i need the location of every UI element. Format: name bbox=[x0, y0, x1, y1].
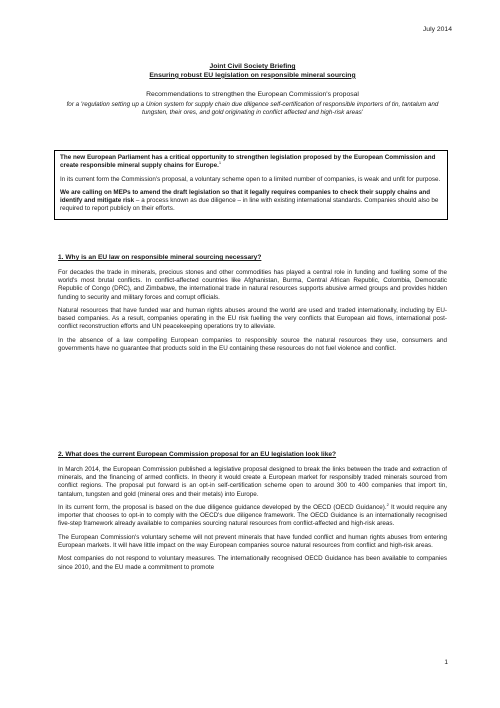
section-2 bbox=[58, 451, 447, 577]
section-2-heading: 2. What does the current European Commission proposal for an EU legislation look like? bbox=[58, 451, 337, 458]
call-to-action-text: We are calling on MEPs to amend the draft legislation so that it legally requires companies to check their supply chains and identify and mitigate risk bbox=[60, 188, 431, 205]
summary-paragraph-3 bbox=[60, 189, 442, 214]
section-1-paragraph: For decades the trade in minerals, precious stones and other commodities has played a central role in funding and fuelling some of the world's most brutal conflicts. In conflict-affected countries like Afghanistan, Burma, Central African Republic, Colombia, Democratic Republic of Congo (DRC), and Zimbabwe, the international trade in natural resources supports abusive armed groups and provides hidden funding to security and military forces and corrupt officials. bbox=[58, 268, 447, 301]
section-2-paragraph: The European Commission's voluntary scheme will not prevent minerals that have funded conflict and human rights abuses from entering European markets. It will have little impact on the way European companies source natural resources from conflict and high-risk areas. bbox=[58, 533, 447, 550]
recommendations-line: Recommendations to strengthen the European Commission's proposal bbox=[146, 90, 359, 98]
section-2-text: In its current form, the proposal is based on the due diligence guidance developed by the OECD (OECD Guidance). bbox=[58, 503, 387, 511]
briefing-subject: Ensuring robust EU legislation on responsible mineral sourcing bbox=[149, 71, 356, 79]
document-date: July 2014 bbox=[422, 26, 452, 33]
section-2-paragraph bbox=[58, 501, 447, 529]
footnote-ref-1: 1 bbox=[218, 160, 222, 166]
title-block bbox=[58, 63, 447, 117]
section-1-paragraph: Natural resources that have funded war and human rights abuses around the world are used and traded internationally, including by EU-based companies. As a result, companies operating in the EU risk fuelling the very conflicts that European aid flows, international post-conflict reconstruction efforts and UN peacekeeping operations try to alleviate. bbox=[58, 306, 447, 331]
summary-paragraph-1 bbox=[60, 154, 442, 171]
summary-paragraph-2: In its current form the Commission's proposal, a voluntary scheme open to a limited number of companies, is weak and unfit for purpose. bbox=[60, 175, 441, 183]
section-2-paragraph: In March 2014, the European Commission published a legislative proposal designed to break the links between the trade and extraction of minerals, and the financing of armed conflicts. In theory it would create a European market for responsibly traded minerals sourced from conflict regions. The proposal put forward is an opt-in self-certification scheme open to around 300 to 400 companies that import tin, tantalum, tungsten and gold (mineral ores and their metals) into Europe. bbox=[58, 465, 447, 498]
section-2-text: It would require any importer that chooses to opt-in to comply with the OECD's due diligence framework. The OECD Guidance is an internationally recognised five-step framework already available to companies sourcing natural resources from conflict-affected and high-risk areas. bbox=[58, 503, 447, 528]
call-to-action-rest: – a process known as due diligence – in line with existing international standards. Companies should also be required to report publicly on their efforts. bbox=[60, 197, 439, 213]
summary-box bbox=[54, 150, 448, 220]
section-1-heading: 1. Why is an EU law on responsible mineral sourcing necessary? bbox=[58, 254, 262, 261]
section-2-paragraph: Most companies do not respond to voluntary measures. The internationally recognised OECD Guidance has been available to companies since 2010, and the EU made a commitment to promote bbox=[58, 555, 447, 571]
briefing-title: Joint Civil Society Briefing bbox=[209, 63, 296, 70]
regulation-subtitle: for a 'regulation setting up a Union system for supply chain due diligence self-certification of responsible importers of tin, tantalum and tungsten, their ores, and gold originating in conflict affected and high-risk areas' bbox=[66, 100, 439, 116]
section-1 bbox=[58, 254, 447, 358]
page-number: 1 bbox=[444, 659, 448, 667]
footnote-ref-2: 2 bbox=[386, 501, 389, 507]
section-1-paragraph: In the absence of a law compelling European companies to responsibly source the natural resources they use, consumers and governments have no guarantee that products sold in the EU containing these resources do not fuel violence and conflict. bbox=[58, 336, 447, 353]
summary-bold-text: The new European Parliament has a critical opportunity to strengthen legislation proposed by the European Commission and create responsible mineral supply chains for Europe. bbox=[60, 154, 436, 170]
